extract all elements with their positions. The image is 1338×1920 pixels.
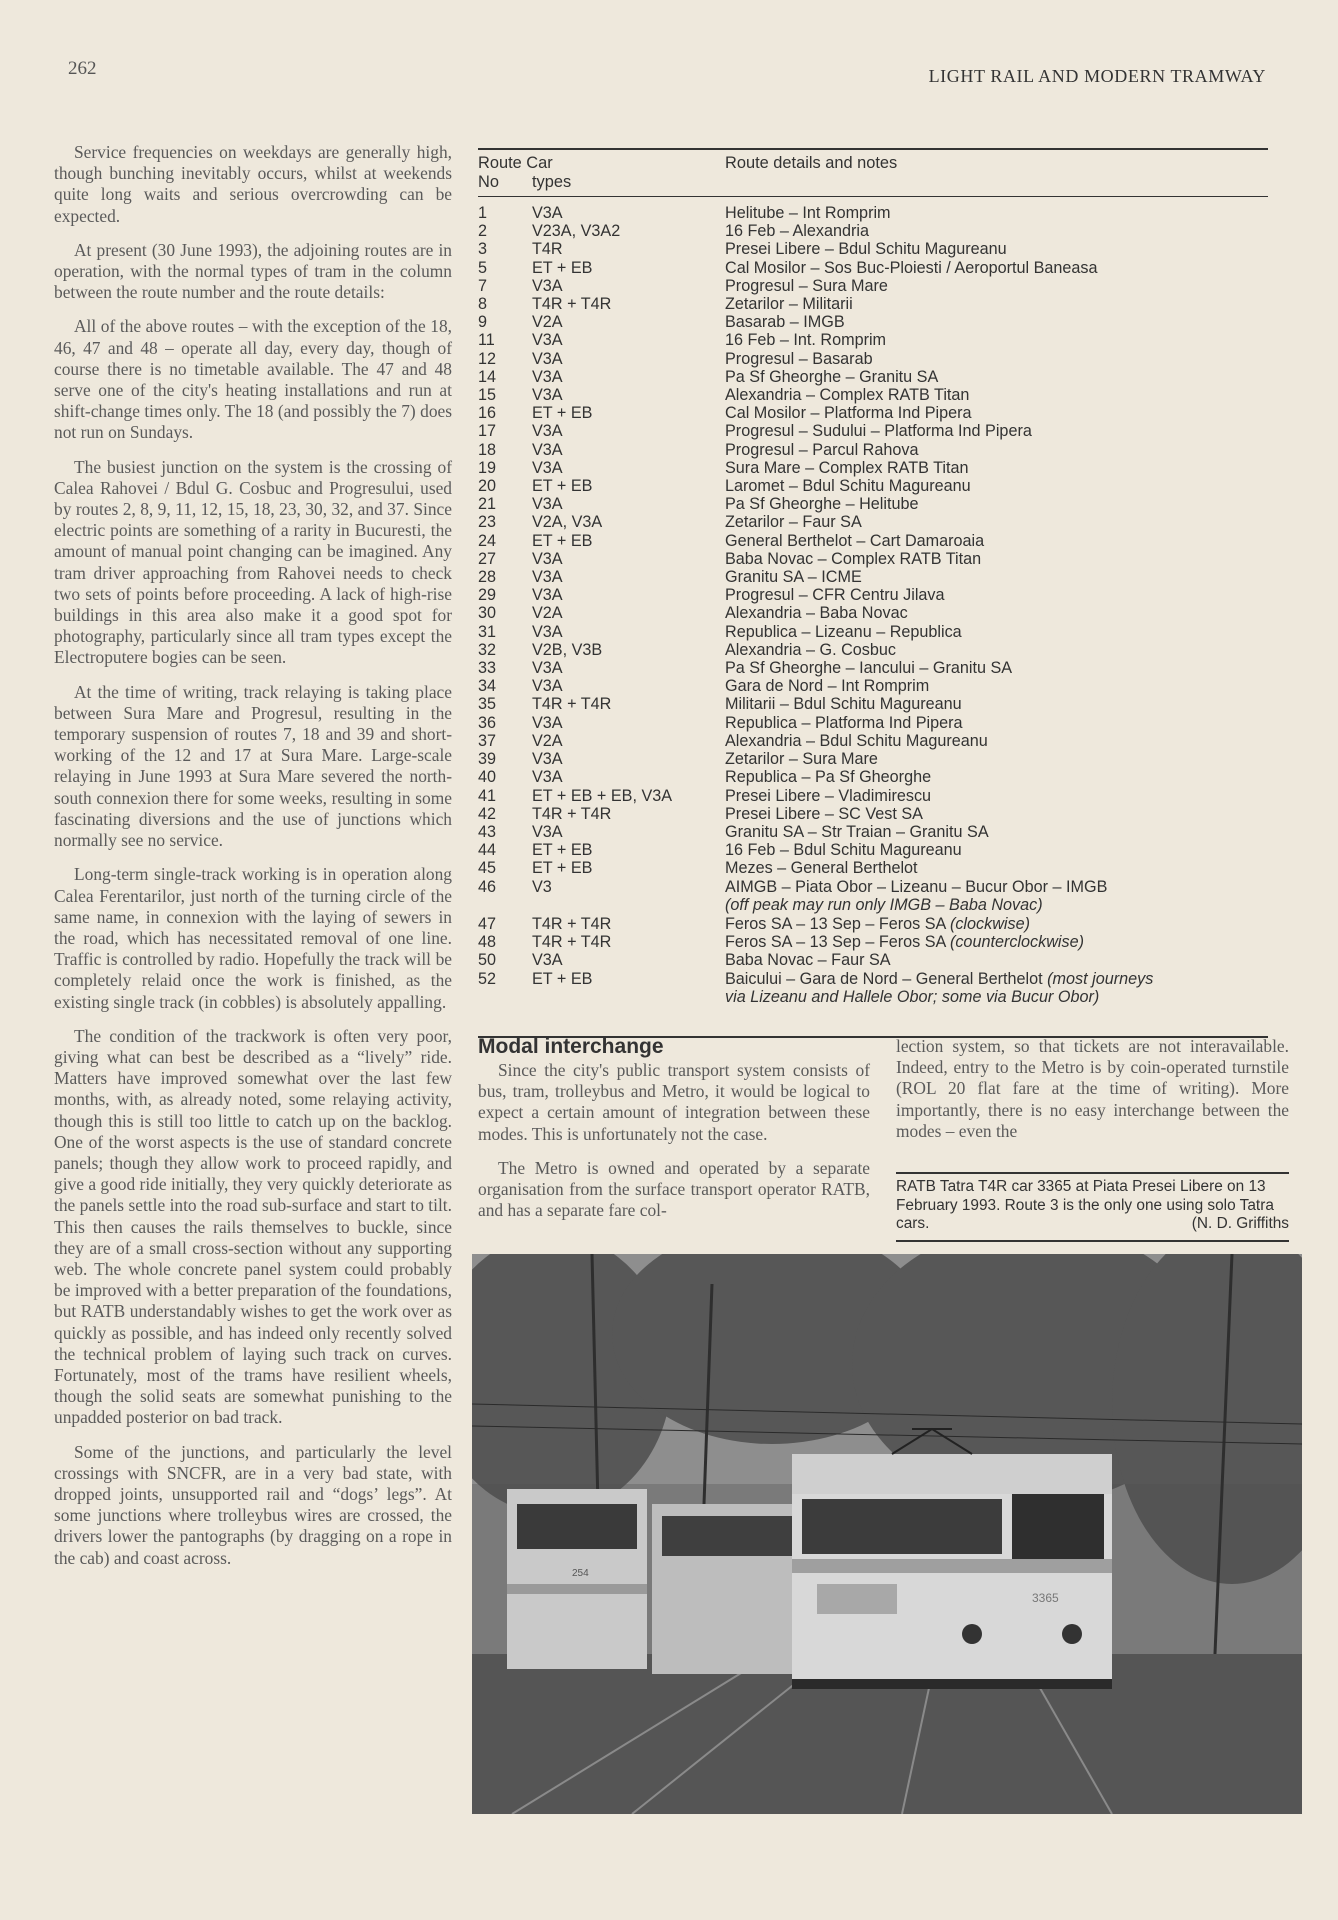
route-number: 12 — [478, 349, 497, 368]
table-row — [478, 604, 1268, 622]
route-details — [725, 277, 1268, 295]
car-types: ET + EB — [532, 258, 593, 277]
car-types: ET + EB — [532, 477, 593, 496]
route-number: 37 — [478, 731, 497, 750]
route-details — [725, 568, 1268, 586]
car-types: V3A — [532, 951, 563, 970]
route-note: via Lizeanu and Hallele Obor; some via Bucur Obor) — [725, 987, 1100, 1006]
table-row — [478, 550, 1268, 568]
table-row — [478, 459, 1268, 477]
route-details-text: 16 Feb – Bdul Schitu Magureanu — [725, 841, 962, 860]
car-types: T4R — [532, 240, 563, 259]
table-row — [478, 313, 1268, 331]
route-number: 27 — [478, 549, 497, 568]
route-number: 30 — [478, 604, 497, 623]
route-number: 34 — [478, 677, 497, 696]
photo-caption — [896, 1172, 1289, 1242]
route-details-text: Sura Mare – Complex RATB Titan — [725, 458, 969, 477]
car-types: V3A — [532, 458, 563, 477]
paragraph: All of the above routes – with the exception of the 18, 46, 47 and 48 – operate all day, every day, though of course there is no timetable available. The 47 and 48 serve one of the city's heating installations and run at shift-change times only. The 18 (and possibly the 7) does not run on Sundays. — [54, 316, 452, 443]
route-details — [725, 859, 1268, 877]
table-row — [478, 277, 1268, 295]
route-note-inline: (counterclockwise) — [949, 933, 1084, 952]
route-details-text: Mezes – General Berthelot — [725, 859, 918, 878]
route-number: 9 — [478, 313, 488, 332]
route-number: 3 — [478, 240, 488, 259]
route-details — [725, 604, 1268, 622]
caption-text: RATB Tatra T4R car 3365 at Piata Presei Libere on 13 February 1993. Route 3 is the only one using solo Tatra cars. — [896, 1178, 1274, 1232]
table-row — [478, 259, 1268, 277]
car-types: V3A — [532, 622, 563, 641]
route-details — [725, 495, 1268, 513]
table-header — [478, 150, 1268, 196]
route-number: 29 — [478, 586, 497, 605]
route-details — [725, 787, 1268, 805]
route-details-text: Basarab – IMGB — [725, 313, 845, 332]
route-number: 1 — [478, 204, 488, 222]
route-number: 40 — [478, 768, 497, 787]
car-types: ET + EB — [532, 841, 593, 860]
car-types: ET + EB — [532, 531, 593, 550]
car-types: V3A — [532, 713, 563, 732]
route-details — [725, 970, 1268, 1006]
table-row — [478, 878, 1268, 914]
header-route-car — [478, 154, 725, 196]
car-types: V3A — [532, 204, 563, 222]
route-details — [725, 641, 1268, 659]
route-details — [725, 313, 1268, 331]
paragraph: At the time of writing, track relaying is taking place between Sura Mare and Progresul, resulting in the temporary suspension of routes 7, 18 and 39 and short-working of the 12 and 17 at Sura Mare. Large-scale relaying in June 1993 at Sura Mare severed the north-south connexion there for some weeks, resulting in some fascinating diversions and the use of junctions which normally see no service. — [54, 681, 452, 851]
route-number: 15 — [478, 386, 497, 405]
route-details-text: Pa Sf Gheorghe – Helitube — [725, 495, 919, 514]
route-details-text: Helitube – Int Romprim — [725, 204, 891, 222]
route-details-text: Republica – Platforma Ind Pipera — [725, 713, 963, 732]
car-types: V3A — [532, 276, 563, 295]
car-types: V3A — [532, 768, 563, 787]
table-row — [478, 823, 1268, 841]
car-types: V3A — [532, 549, 563, 568]
tram-photo — [472, 1254, 1302, 1814]
route-number: 36 — [478, 713, 497, 732]
header-route-label: Route Car — [478, 154, 553, 172]
route-details — [725, 951, 1268, 969]
route-note: (off peak may run only IMGB – Baba Novac) — [725, 895, 1043, 914]
route-details-text: Progresul – Sudului – Platforma Ind Pipera — [725, 422, 1032, 441]
car-types: T4R + T4R — [532, 295, 612, 314]
table-row — [478, 768, 1268, 786]
route-details — [725, 532, 1268, 550]
table-row — [478, 495, 1268, 513]
route-details-text: Feros SA – 13 Sep – Feros SA — [725, 914, 946, 933]
table-row — [478, 404, 1268, 422]
car-types: V3A — [532, 331, 563, 350]
route-details — [725, 441, 1268, 459]
route-details-text: Progresul – Basarab — [725, 349, 873, 368]
route-details-text: Pa Sf Gheorghe – Iancului – Granitu SA — [725, 659, 1013, 678]
route-details-text: Alexandria – Complex RATB Titan — [725, 386, 970, 405]
header-details-label: Route details and notes — [725, 154, 898, 172]
route-details — [725, 477, 1268, 495]
table-row — [478, 477, 1268, 495]
route-number: 33 — [478, 659, 497, 678]
route-number: 2 — [478, 222, 488, 241]
table-row — [478, 295, 1268, 313]
table-row — [478, 841, 1268, 859]
route-note-inline: (clockwise) — [949, 914, 1030, 933]
car-types: V2A — [532, 313, 563, 332]
car-types: V3A — [532, 568, 563, 587]
route-details-text: Granitu SA – Str Traian – Granitu SA — [725, 822, 989, 841]
table-row — [478, 623, 1268, 641]
route-number: 45 — [478, 859, 497, 878]
route-details — [725, 878, 1268, 914]
route-details — [725, 350, 1268, 368]
header-no-label: No — [478, 173, 499, 191]
route-number: 32 — [478, 640, 497, 659]
table-row — [478, 970, 1268, 1006]
car-types: T4R + T4R — [532, 695, 612, 714]
table-row — [478, 659, 1268, 677]
route-number: 24 — [478, 531, 497, 550]
route-number: 14 — [478, 367, 497, 386]
table-row — [478, 368, 1268, 386]
route-details — [725, 240, 1268, 258]
paragraph: At present (30 June 1993), the adjoining routes are in operation, with the normal types of tram in the column between the route number and the route details: — [54, 239, 452, 303]
route-details-text: Baicului – Gara de Nord – General Berthelot — [725, 969, 1043, 988]
route-details — [725, 915, 1268, 933]
car-types: V3A — [532, 586, 563, 605]
car-types: T4R + T4R — [532, 933, 612, 952]
route-details-text: Republica – Pa Sf Gheorghe — [725, 768, 932, 787]
paragraph: Some of the junctions, and particularly the level crossings with SNCFR, are in a very bad state, with dropped joints, unsupported rail and “dogs’ legs”. At some junctions where trolleybus wires are crossed, the drivers lower the pantographs (by dragging on a rope in the cab) and coast across. — [54, 1441, 452, 1568]
table-row — [478, 222, 1268, 240]
route-details-text: 16 Feb – Alexandria — [725, 222, 869, 241]
route-details-text: Presei Libere – SC Vest SA — [725, 804, 923, 823]
route-details — [725, 204, 1268, 222]
route-number: 48 — [478, 933, 497, 952]
photo-credit: (N. D. Griffiths — [1191, 1215, 1289, 1232]
route-number: 20 — [478, 477, 497, 496]
route-number: 50 — [478, 951, 497, 970]
route-number: 17 — [478, 422, 497, 441]
table-row — [478, 951, 1268, 969]
route-details — [725, 331, 1268, 349]
route-details-text: Feros SA – 13 Sep – Feros SA — [725, 933, 946, 952]
route-number: 16 — [478, 404, 497, 423]
route-details — [725, 295, 1268, 313]
route-details — [725, 550, 1268, 568]
route-details — [725, 404, 1268, 422]
route-details-text: Alexandria – Baba Novac — [725, 604, 908, 623]
route-details-text: Zetarilor – Sura Mare — [725, 750, 878, 769]
route-details-text: Gara de Nord – Int Romprim — [725, 677, 930, 696]
route-details — [725, 386, 1268, 404]
table-row — [478, 441, 1268, 459]
car-types: V3A — [532, 422, 563, 441]
car-types: V3A — [532, 349, 563, 368]
running-head: LIGHT RAIL AND MODERN TRAMWAY — [928, 66, 1266, 86]
table-row — [478, 513, 1268, 531]
tram-photo-illustration — [472, 1254, 1302, 1814]
car-types: V3A — [532, 386, 563, 405]
table-row — [478, 695, 1268, 713]
table-row — [478, 933, 1268, 951]
route-details-text: Alexandria – Bdul Schitu Magureanu — [725, 731, 988, 750]
route-details-text: Pa Sf Gheorghe – Granitu SA — [725, 367, 939, 386]
route-number: 28 — [478, 568, 497, 587]
route-details — [725, 768, 1268, 786]
route-number: 52 — [478, 969, 497, 988]
route-details — [725, 422, 1268, 440]
route-details-text: AIMGB – Piata Obor – Lizeanu – Bucur Obor – IMGB — [725, 877, 1108, 896]
table-row — [478, 568, 1268, 586]
fleet-number: 3365 — [1032, 1591, 1059, 1605]
left-column — [54, 142, 452, 1582]
car-types: ET + EB — [532, 969, 593, 988]
route-details — [725, 732, 1268, 750]
route-number: 43 — [478, 822, 497, 841]
route-number: 46 — [478, 877, 497, 896]
route-details-text: Progresul – Parcul Rahova — [725, 440, 919, 459]
car-types: V23A, V3A2 — [532, 222, 621, 241]
route-details — [725, 368, 1268, 386]
route-details — [725, 623, 1268, 641]
route-details — [725, 823, 1268, 841]
route-number: 42 — [478, 804, 497, 823]
route-number: 31 — [478, 622, 497, 641]
table-row — [478, 532, 1268, 550]
route-number: 23 — [478, 513, 497, 532]
route-details-text: Progresul – Sura Mare — [725, 276, 888, 295]
route-details — [725, 259, 1268, 277]
route-details-text: Granitu SA – ICME — [725, 568, 862, 587]
table-row — [478, 386, 1268, 404]
route-details — [725, 933, 1268, 951]
car-types: V3A — [532, 677, 563, 696]
route-details — [725, 222, 1268, 240]
page-number: 262 — [68, 58, 97, 79]
table-row — [478, 787, 1268, 805]
route-details — [725, 750, 1268, 768]
table-row — [478, 641, 1268, 659]
table-row — [478, 714, 1268, 732]
route-details-text: Presei Libere – Vladimirescu — [725, 786, 932, 805]
route-details-text: 16 Feb – Int. Romprim — [725, 331, 887, 350]
route-number: 19 — [478, 458, 497, 477]
car-types: ET + EB — [532, 859, 593, 878]
header-types-label: types — [532, 173, 572, 191]
route-details-text: Zetarilor – Militarii — [725, 295, 853, 314]
header-subrow — [478, 173, 725, 192]
car-types: T4R + T4R — [532, 804, 612, 823]
paragraph: The condition of the trackwork is often very poor, giving what can best be described as a “lively” ride. Matters have improved somewhat over the last few months, with, as already noted, some relaying activity, though this is still too little to catch up on the backlog. One of the worst aspects is the use of standard concrete panels; though they allow work to proceed rapidly, and give a good ride initially, they very quickly deteriorate as the panels settle into the road sub-surface and start to tilt. This then causes the rails themselves to buckle, since they are of a small cross-section without any supporting web. The whole concrete panel system could probably be improved with a better preparation of the foundations, but RATB understandably wishes to get the work over as quickly as possible, and has indeed only recently solved the technical problem of laying such track on curves. Fortunately, most of the trams have resilient wheels, though the solid seats are somewhat punishing to the unpadded posterior on bad track. — [54, 1025, 452, 1428]
table-row — [478, 422, 1268, 440]
car-types: V3 — [532, 877, 552, 896]
car-types: V3A — [532, 659, 563, 678]
table-row — [478, 586, 1268, 604]
paragraph: lection system, so that tickets are not interavailable. Indeed, entry to the Metro is by coin-operated turnstile (ROL 20 flat fare at the time of writing). More importantly, there is no easy interchange between the modes – even the — [896, 1036, 1289, 1141]
paragraph: Long-term single-track working is in operation along Calea Ferentarilor, just north of the turning circle of the same name, in connexion with the laying of sewers in the road, which has necessitated removal of one line. Traffic is controlled by radio. Hopefully the track will be completely relaid once the work is finished, as the existing single track (in cobbles) is absolutely appalling. — [54, 864, 452, 1012]
route-number: 39 — [478, 750, 497, 769]
route-details — [725, 677, 1268, 695]
route-details-text: Baba Novac – Complex RATB Titan — [725, 549, 982, 568]
route-details-text: Presei Libere – Bdul Schitu Magureanu — [725, 240, 1007, 259]
car-types: V3A — [532, 495, 563, 514]
route-details-text: Progresul – CFR Centru Jilava — [725, 586, 945, 605]
car-types: V3A — [532, 750, 563, 769]
route-number: 18 — [478, 440, 497, 459]
car-types: ET + EB — [532, 404, 593, 423]
table-header-rule — [478, 196, 1268, 197]
car-types: V3A — [532, 822, 563, 841]
car-types: V3A — [532, 367, 563, 386]
route-details — [725, 659, 1268, 677]
table-row — [478, 750, 1268, 768]
table-body — [478, 204, 1268, 1006]
route-details-text: Laromet – Bdul Schitu Magureanu — [725, 477, 971, 496]
route-details-text: Alexandria – G. Cosbuc — [725, 640, 896, 659]
route-number: 8 — [478, 295, 488, 314]
route-details — [725, 714, 1268, 732]
table-row — [478, 915, 1268, 933]
route-details — [725, 459, 1268, 477]
route-details-text: Militarii – Bdul Schitu Magureanu — [725, 695, 962, 714]
route-number: 47 — [478, 914, 497, 933]
car-types: ET + EB + EB, V3A — [532, 786, 673, 805]
paragraph: Service frequencies on weekdays are generally high, though bunching inevitably occurs, whilst at weekends quite long waits and serious overcrowding can be expected. — [54, 142, 452, 226]
route-number: 44 — [478, 841, 497, 860]
side-number: 254 — [572, 1568, 589, 1579]
route-number: 21 — [478, 495, 497, 514]
paragraph: Since the city's public transport system consists of bus, tram, trolleybus and Metro, it would be logical to expect a certain amount of integration between these modes. This is unfortunately not the case. — [478, 1060, 870, 1144]
section-heading: Modal interchange — [478, 1035, 664, 1058]
route-details-text: Baba Novac – Faur SA — [725, 951, 891, 970]
table-row — [478, 677, 1268, 695]
route-details-text: Republica – Lizeanu – Republica — [725, 622, 962, 641]
table-row — [478, 204, 1268, 222]
route-number: 7 — [478, 276, 488, 295]
route-number: 41 — [478, 786, 497, 805]
route-details — [725, 841, 1268, 859]
route-details — [725, 586, 1268, 604]
car-types: T4R + T4R — [532, 914, 612, 933]
modal-interchange-column — [478, 1060, 870, 1234]
paragraph: The Metro is owned and operated by a separate organisation from the surface transport operator RATB, and has a separate fare col- — [478, 1157, 870, 1221]
route-table — [478, 148, 1268, 1038]
table-row — [478, 805, 1268, 823]
table-row — [478, 331, 1268, 349]
route-note-inline: (most journeys — [1047, 969, 1154, 988]
table-row — [478, 350, 1268, 368]
route-details — [725, 805, 1268, 823]
paragraph: The busiest junction on the system is the crossing of Calea Rahovei / Bdul G. Cosbuc and Progresului, used by routes 2, 8, 9, 11, 12, 15, 18, 23, 30, 32, and 37. Since electric points are something of a rarity in Bucuresti, the amount of manual point changing can be imagined. Any tram driver approaching from Rahovei needs to check two sets of points before proceeding. A lack of high-rise buildings in this area also make it a good spot for photography, particularly since all tram types except the Electroputere bogies can be seen. — [54, 456, 452, 668]
route-details — [725, 695, 1268, 713]
table-row — [478, 240, 1268, 258]
route-number: 35 — [478, 695, 497, 714]
car-types: V2A, V3A — [532, 513, 603, 532]
car-types: V3A — [532, 440, 563, 459]
car-types: V2A — [532, 731, 563, 750]
car-types: V2B, V3B — [532, 640, 603, 659]
route-details — [725, 513, 1268, 531]
table-row — [478, 859, 1268, 877]
route-number: 11 — [478, 331, 495, 350]
route-details-text: Cal Mosilor – Platforma Ind Pipera — [725, 404, 972, 423]
route-number: 5 — [478, 258, 488, 277]
route-details-text: Cal Mosilor – Sos Buc-Ploiesti / Aeroportul Baneasa — [725, 258, 1098, 277]
car-types: V2A — [532, 604, 563, 623]
route-details-text: General Berthelot – Cart Damaroaia — [725, 531, 985, 550]
route-details-text: Zetarilor – Faur SA — [725, 513, 862, 532]
continuation-column — [896, 1036, 1289, 1142]
table-row — [478, 732, 1268, 750]
